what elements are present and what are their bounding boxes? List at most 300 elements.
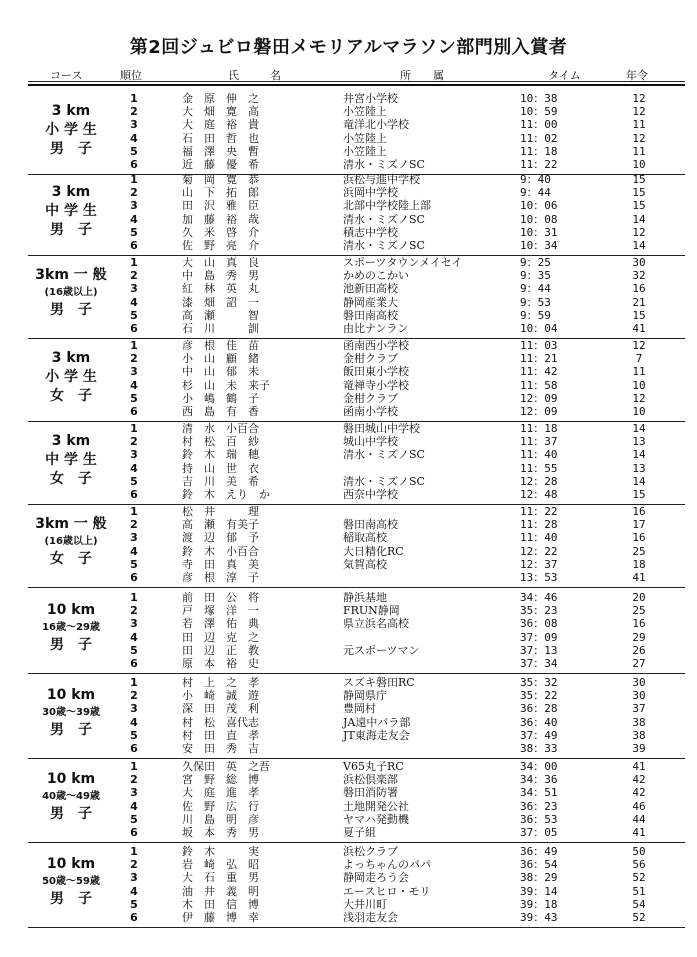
time-cell: 34：51: [520, 786, 558, 800]
table-row: [0, 773, 697, 786]
affiliation-cell: 磐田南高校: [343, 308, 398, 322]
name-cell: 村 上 之 孝: [182, 676, 259, 689]
affiliation-cell: 豊岡村: [343, 702, 376, 716]
table-row: [0, 760, 697, 773]
name-cell: 田 辺 克 之: [182, 630, 259, 644]
age-cell: 15: [632, 199, 646, 213]
time-cell: 12：09: [520, 405, 558, 418]
table-row: [0, 702, 697, 715]
age-cell: 29: [632, 630, 646, 644]
table-row: [0, 296, 697, 309]
affiliation-cell: JA遠中バラ部: [343, 715, 411, 729]
header-time: タイム: [548, 69, 581, 82]
affiliation-cell: 清水・ミズノSC: [343, 239, 425, 252]
affiliation-cell: 大井川町: [343, 897, 387, 911]
table-row: [0, 518, 697, 531]
age-cell: 16: [632, 617, 646, 631]
rank-cell: 3: [130, 365, 138, 379]
table-row: [0, 475, 697, 488]
rank-cell: 2: [130, 518, 138, 532]
rank-cell: 6: [130, 742, 138, 755]
rank-cell: 4: [130, 799, 138, 813]
course-line: 10 km: [46, 856, 96, 872]
course-line: 男 子: [50, 637, 92, 653]
table-row: [0, 617, 697, 630]
time-cell: 37：49: [520, 728, 558, 742]
rank-cell: 4: [130, 212, 138, 226]
age-cell: 32: [632, 269, 646, 283]
header-course: コース: [50, 69, 83, 82]
affiliation-cell: よっちゃんのパパ: [343, 858, 431, 872]
course-line: 男 子: [50, 806, 92, 822]
age-cell: 17: [632, 518, 646, 532]
affiliation-cell: 竜洋北小学校: [343, 118, 409, 132]
name-cell: 高 瀬 有美子: [182, 518, 259, 532]
time-cell: 11：40: [520, 448, 558, 462]
header-age: 年令: [626, 69, 648, 82]
name-cell: 彦 根 淳 子: [182, 571, 259, 584]
name-cell: 田 沢 雅 臣: [182, 199, 259, 213]
age-cell: 13: [632, 461, 646, 475]
time-cell: 36：08: [520, 617, 558, 631]
affiliation-cell: 金柑クラブ: [343, 352, 398, 366]
course-line: 10 km: [46, 687, 96, 703]
rank-cell: 6: [130, 571, 138, 584]
name-cell: 鈴 木 えり か: [182, 488, 270, 501]
table-row: [0, 545, 697, 558]
rank-cell: 1: [130, 591, 138, 604]
age-cell: 12: [632, 225, 646, 239]
rank-cell: 3: [130, 199, 138, 213]
course-line: 女 子: [50, 388, 92, 404]
name-cell: 大 庭 進 孝: [182, 786, 259, 800]
age-cell: 41: [632, 571, 646, 584]
table-row: [0, 488, 697, 501]
name-cell: 鈴 木 小百合: [182, 544, 259, 558]
name-cell: 川 島 明 彦: [182, 812, 259, 826]
name-cell: 高 瀬 智: [182, 308, 259, 322]
age-cell: 52: [632, 871, 646, 885]
age-cell: 26: [632, 643, 646, 657]
name-cell: 田 辺 正 教: [182, 643, 259, 657]
affiliation-cell: かめのこかい: [343, 269, 409, 283]
table-row: [0, 365, 697, 378]
table-row: [0, 898, 697, 911]
rank-cell: 6: [130, 239, 138, 252]
course-line: 3 km: [51, 433, 91, 449]
course-line: 中 学 生: [45, 203, 97, 219]
time-cell: 11：58: [520, 378, 558, 392]
age-cell: 41: [632, 826, 646, 839]
course-line: 3 km: [51, 184, 91, 200]
age-cell: 12: [632, 131, 646, 145]
rank-cell: 6: [130, 911, 138, 924]
age-cell: 12: [632, 105, 646, 119]
age-cell: 30: [632, 256, 646, 269]
table-row: [0, 132, 697, 145]
rank-cell: 6: [130, 158, 138, 171]
rank-cell: 2: [130, 858, 138, 872]
affiliation-cell: 由比ナンラン: [343, 322, 409, 335]
name-cell: 金 原 伸 之: [182, 92, 259, 105]
rank-cell: 6: [130, 488, 138, 501]
age-cell: 39: [632, 742, 646, 755]
name-cell: 大 山 真 良: [182, 256, 259, 269]
affiliation-cell: JT東海走友会: [343, 728, 410, 742]
time-cell: 11：22: [520, 158, 558, 171]
time-cell: 9：53: [520, 295, 551, 309]
rank-cell: 1: [130, 173, 138, 186]
rank-cell: 5: [130, 728, 138, 742]
table-row: [0, 786, 697, 799]
affiliation-cell: 浜松倶楽部: [343, 773, 398, 787]
course-line: 男 子: [50, 302, 92, 318]
course-line: 50歳～59歳: [42, 876, 100, 887]
time-cell: 12：37: [520, 557, 558, 571]
age-cell: 11: [632, 118, 646, 132]
time-cell: 11：21: [520, 352, 558, 366]
affiliation-cell: 城山中学校: [343, 435, 398, 449]
name-cell: 久 米 啓 介: [182, 225, 259, 239]
rank-cell: 4: [130, 295, 138, 309]
table-row: [0, 813, 697, 826]
time-cell: 36：40: [520, 715, 558, 729]
affiliation-cell: 浜松与進中学校: [343, 173, 420, 186]
name-cell: 若 澤 佑 典: [182, 617, 259, 631]
age-cell: 52: [632, 911, 646, 924]
affiliation-cell: 静岡県庁: [343, 689, 387, 703]
rank-cell: 5: [130, 144, 138, 158]
affiliation-cell: 磐田城山中学校: [343, 422, 420, 435]
rank-cell: 2: [130, 105, 138, 119]
name-cell: 渡 辺 郁 予: [182, 531, 259, 545]
rank-cell: 5: [130, 897, 138, 911]
time-cell: 36：54: [520, 858, 558, 872]
table-row: [0, 435, 697, 448]
table-row: [0, 448, 697, 461]
rank-cell: 4: [130, 378, 138, 392]
affiliation-cell: 磐田消防署: [343, 786, 398, 800]
name-cell: 戸 塚 洋 一: [182, 604, 259, 618]
table-row: [0, 591, 697, 604]
table-row: [0, 158, 697, 171]
age-cell: 25: [632, 604, 646, 618]
name-cell: 原 本 裕 史: [182, 657, 259, 670]
age-cell: 10: [632, 158, 646, 171]
rank-cell: 6: [130, 405, 138, 418]
time-cell: 39：18: [520, 897, 558, 911]
name-cell: 前 田 公 将: [182, 591, 259, 604]
table-row: [0, 604, 697, 617]
name-cell: 佐 野 広 行: [182, 799, 259, 813]
time-cell: 10：34: [520, 239, 558, 252]
rank-cell: 5: [130, 812, 138, 826]
table-row: [0, 885, 697, 898]
age-cell: 11: [632, 365, 646, 379]
rank-cell: 5: [130, 225, 138, 239]
course-line: 40歳～49歳: [42, 791, 100, 802]
time-cell: 11：18: [520, 144, 558, 158]
age-cell: 38: [632, 728, 646, 742]
age-cell: 42: [632, 773, 646, 787]
course-line: 小 学 生: [45, 122, 97, 138]
name-cell: 菊 岡 寛 恭: [182, 173, 259, 186]
table-row: [0, 118, 697, 131]
time-cell: 37：05: [520, 826, 558, 839]
table-row: [0, 716, 697, 729]
age-cell: 44: [632, 812, 646, 826]
table-row: [0, 800, 697, 813]
header-affiliation: 所 属: [400, 69, 444, 82]
rank-cell: 2: [130, 773, 138, 787]
affiliation-cell: 浜岡中学校: [343, 186, 398, 200]
name-cell: 久保田 英 之吾: [182, 760, 270, 773]
name-cell: 村 松 百 紗: [182, 435, 259, 449]
affiliation-cell: 磐田南高校: [343, 518, 398, 532]
age-cell: 14: [632, 474, 646, 488]
time-cell: 34：36: [520, 773, 558, 787]
time-cell: 39：14: [520, 884, 558, 898]
table-row: [0, 105, 697, 118]
age-cell: 12: [632, 92, 646, 105]
time-cell: 9：35: [520, 269, 551, 283]
time-cell: 11：55: [520, 461, 558, 475]
rank-cell: 3: [130, 617, 138, 631]
time-cell: 10：59: [520, 105, 558, 119]
age-cell: 15: [632, 488, 646, 501]
affiliation-cell: 金柑クラブ: [343, 391, 398, 405]
name-cell: 吉 川 美 希: [182, 474, 259, 488]
table-row: [0, 729, 697, 742]
table-row: [0, 858, 697, 871]
name-cell: 紅 林 英 丸: [182, 282, 259, 296]
age-cell: 15: [632, 173, 646, 186]
time-cell: 11：28: [520, 518, 558, 532]
table-row: [0, 871, 697, 884]
table-row: [0, 405, 697, 418]
course-line: 3 km: [51, 350, 91, 366]
name-cell: 小 嶋 鶴 子: [182, 391, 259, 405]
rank-cell: 4: [130, 131, 138, 145]
rank-cell: 3: [130, 702, 138, 716]
time-cell: 9：44: [520, 186, 551, 200]
affiliation-cell: 小笠陸上: [343, 105, 387, 119]
table-row: [0, 826, 697, 839]
header-rule-top: [28, 81, 685, 82]
table-row: [0, 845, 697, 858]
age-cell: 13: [632, 435, 646, 449]
table-row: [0, 339, 697, 352]
time-cell: 39：43: [520, 911, 558, 924]
time-cell: 36：49: [520, 845, 558, 858]
table-row: [0, 199, 697, 212]
time-cell: 36：53: [520, 812, 558, 826]
age-cell: 50: [632, 845, 646, 858]
table-row: [0, 145, 697, 158]
course-line: 10 km: [46, 771, 96, 787]
rank-cell: 4: [130, 715, 138, 729]
table-row: [0, 322, 697, 335]
age-cell: 41: [632, 760, 646, 773]
affiliation-cell: 静岡走ろう会: [343, 871, 409, 885]
age-cell: 12: [632, 339, 646, 352]
age-cell: 15: [632, 186, 646, 200]
name-cell: 鈴 木 瑞 穂: [182, 448, 259, 462]
rank-cell: 2: [130, 269, 138, 283]
affiliation-cell: 静岡産業大: [343, 295, 398, 309]
rank-cell: 2: [130, 186, 138, 200]
table-row: [0, 911, 697, 924]
table-row: [0, 309, 697, 322]
age-cell: 54: [632, 897, 646, 911]
rank-cell: 5: [130, 474, 138, 488]
rank-cell: 6: [130, 322, 138, 335]
time-cell: 10：38: [520, 92, 558, 105]
rank-cell: 5: [130, 643, 138, 657]
rank-cell: 3: [130, 531, 138, 545]
name-cell: 清 水 小百合: [182, 422, 259, 435]
affiliation-cell: 積志中学校: [343, 225, 398, 239]
time-cell: 34：46: [520, 591, 558, 604]
time-cell: 37：09: [520, 630, 558, 644]
affiliation-cell: 清水・ミズノSC: [343, 158, 425, 171]
rank-cell: 5: [130, 308, 138, 322]
age-cell: 16: [632, 505, 646, 518]
age-cell: 42: [632, 786, 646, 800]
rank-cell: 1: [130, 92, 138, 105]
name-cell: 大 畑 寛 高: [182, 105, 259, 119]
age-cell: 37: [632, 702, 646, 716]
affiliation-cell: 夏子組: [343, 826, 376, 839]
affiliation-cell: 県立浜名高校: [343, 617, 409, 631]
course-line: 女 子: [50, 551, 92, 567]
time-cell: 13：53: [520, 571, 558, 584]
time-cell: 10：31: [520, 225, 558, 239]
name-cell: 彦 根 佳 苗: [182, 339, 259, 352]
time-cell: 35：32: [520, 676, 558, 689]
table-row: [0, 269, 697, 282]
name-cell: 村 田 直 孝: [182, 728, 259, 742]
name-cell: 坂 本 秀 男: [182, 826, 259, 839]
affiliation-cell: スズキ磐田RC: [343, 676, 415, 689]
table-row: [0, 256, 697, 269]
name-cell: 小 山 顧 緒: [182, 352, 259, 366]
affiliation-cell: 土地開発公社: [343, 799, 409, 813]
age-cell: 30: [632, 689, 646, 703]
course-line: (16歳以上): [44, 287, 98, 298]
course-line: 男 子: [50, 222, 92, 238]
rank-cell: 2: [130, 604, 138, 618]
course-line: 3 km: [51, 103, 91, 119]
time-cell: 11：02: [520, 131, 558, 145]
table-row: [0, 505, 697, 518]
table-row: [0, 558, 697, 571]
page-title: 第2回ジュビロ磐田メモリアルマラソン部門別入賞者: [129, 37, 568, 58]
affiliation-cell: 小笠陸上: [343, 144, 387, 158]
header-name-2: 名: [270, 69, 281, 82]
name-cell: 宮 野 総 博: [182, 773, 259, 787]
affiliation-cell: 函南西小学校: [343, 339, 409, 352]
name-cell: 福 澤 央 暫: [182, 144, 259, 158]
age-cell: 46: [632, 799, 646, 813]
affiliation-cell: ヤマハ発動機: [343, 812, 409, 826]
course-line: 3km 一 般: [35, 516, 107, 532]
name-cell: 加 藤 裕 哉: [182, 212, 259, 226]
name-cell: 大 石 重 男: [182, 871, 259, 885]
name-cell: 持 山 世 衣: [182, 461, 259, 475]
time-cell: 11：03: [520, 339, 558, 352]
age-cell: 21: [632, 295, 646, 309]
table-row: [0, 92, 697, 105]
group-divider: [28, 927, 685, 928]
table-row: [0, 352, 697, 365]
rank-cell: 1: [130, 760, 138, 773]
time-cell: 9：59: [520, 308, 551, 322]
rank-cell: 6: [130, 657, 138, 670]
affiliation-cell: 清水・ミズノSC: [343, 448, 425, 462]
name-cell: 杉 山 未 来子: [182, 378, 270, 392]
affiliation-cell: 大日精化RC: [343, 544, 404, 558]
time-cell: 10：08: [520, 212, 558, 226]
table-row: [0, 462, 697, 475]
rank-cell: 3: [130, 448, 138, 462]
course-line: (16歳以上): [44, 536, 98, 547]
rank-cell: 5: [130, 391, 138, 405]
time-cell: 9：25: [520, 256, 551, 269]
table-row: [0, 631, 697, 644]
name-cell: 松 井 理: [182, 505, 259, 518]
time-cell: 11：00: [520, 118, 558, 132]
name-cell: 中 島 秀 男: [182, 269, 259, 283]
rank-cell: 2: [130, 352, 138, 366]
rank-cell: 3: [130, 871, 138, 885]
age-cell: 16: [632, 531, 646, 545]
age-cell: 16: [632, 282, 646, 296]
table-row: [0, 644, 697, 657]
group-divider: [28, 842, 685, 843]
time-cell: 10：06: [520, 199, 558, 213]
time-cell: 37：34: [520, 657, 558, 670]
course-line: 女 子: [50, 471, 92, 487]
age-cell: 10: [632, 405, 646, 418]
age-cell: 38: [632, 715, 646, 729]
name-cell: 安 田 秀 吉: [182, 742, 259, 755]
name-cell: 石 田 哲 也: [182, 131, 259, 145]
table-row: [0, 571, 697, 584]
affiliation-cell: 浜松クラブ: [343, 845, 398, 858]
rank-cell: 6: [130, 826, 138, 839]
rank-cell: 5: [130, 557, 138, 571]
rank-cell: 3: [130, 282, 138, 296]
table-row: [0, 379, 697, 392]
name-cell: 木 田 信 博: [182, 897, 259, 911]
time-cell: 12：28: [520, 474, 558, 488]
time-cell: 35：23: [520, 604, 558, 618]
rank-cell: 1: [130, 256, 138, 269]
rank-cell: 1: [130, 845, 138, 858]
age-cell: 14: [632, 212, 646, 226]
rank-cell: 4: [130, 884, 138, 898]
name-cell: 油 井 義 明: [182, 884, 259, 898]
affiliation-cell: 飯田東小学校: [343, 365, 409, 379]
age-cell: 10: [632, 378, 646, 392]
name-cell: 佐 野 亮 介: [182, 239, 259, 252]
course-line: 30歳～39歳: [42, 707, 100, 718]
affiliation-cell: 気賀高校: [343, 557, 387, 571]
age-cell: 14: [632, 239, 646, 252]
table-row: [0, 742, 697, 755]
table-row: [0, 676, 697, 689]
